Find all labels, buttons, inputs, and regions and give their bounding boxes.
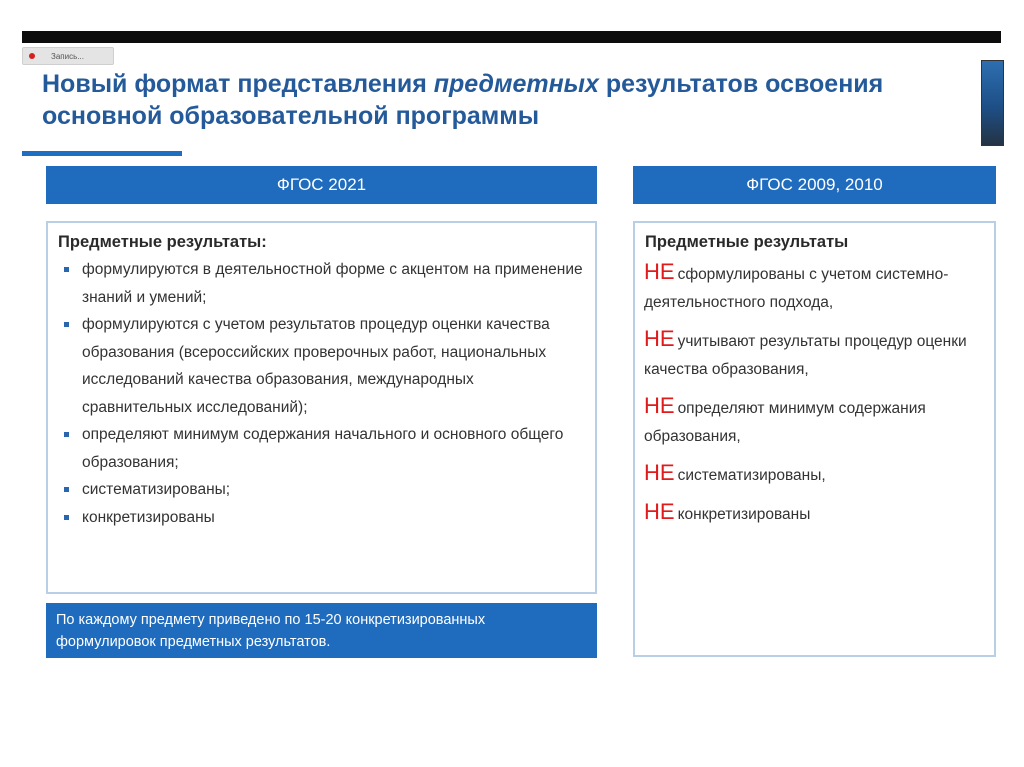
negation-mark: НЕ: [644, 326, 675, 351]
slide-title: [42, 68, 982, 132]
right-panel-header-label: ФГОС 2009, 2010: [746, 175, 883, 194]
slide-title-emphasis: предметных: [433, 70, 599, 98]
presentation-top-bar: [22, 31, 1001, 43]
list-item: конкретизированы: [62, 504, 585, 532]
list-item: формулируются в деятельностной форме с акцентом на применение знаний и умений;: [62, 256, 585, 311]
title-underline: [22, 151, 182, 156]
right-panel-header: [633, 166, 996, 204]
negation-text: систематизированы,: [677, 467, 826, 484]
negation-mark: НЕ: [644, 259, 675, 284]
list-item: [644, 459, 986, 490]
negation-text: конкретизированы: [677, 506, 811, 523]
list-item: [644, 258, 986, 317]
list-item: [644, 498, 986, 529]
list-item: систематизированы;: [62, 476, 585, 504]
list-item: [644, 325, 986, 384]
left-panel-heading: Предметные результаты:: [58, 233, 267, 251]
left-panel-header-label: ФГОС 2021: [276, 175, 367, 194]
left-bullet-list: [48, 256, 595, 531]
list-item: [644, 392, 986, 451]
negation-mark: НЕ: [644, 499, 675, 524]
left-panel-header: [46, 166, 597, 204]
negation-mark: НЕ: [644, 460, 675, 485]
negation-text: учитывают результаты процедур оценки качества образования,: [644, 333, 967, 378]
list-item: формулируются с учетом результатов процедур оценки качества образования (всероссийских проверочных работ, национальных исследований качества образования, международных сравнительных исследований);: [62, 311, 585, 421]
left-panel-content: [46, 221, 597, 594]
recording-label: Запись...: [51, 51, 84, 61]
right-negation-list: [635, 256, 994, 529]
recording-indicator[interactable]: [22, 47, 114, 65]
negation-text: сформулированы с учетом системно-деятельностного подхода,: [644, 266, 949, 311]
participant-video-thumbnail[interactable]: [981, 60, 1004, 146]
right-panel-heading: Предметные результаты: [645, 233, 849, 251]
slide-title-line-2: основной образовательной программы: [42, 102, 540, 130]
record-dot-icon: [29, 53, 35, 59]
list-item: определяют минимум содержания начального и основного общего образования;: [62, 421, 585, 476]
bottom-note-text: По каждому предмету приведено по 15-20 конкретизированных формулировок предметных результатов.: [56, 612, 486, 650]
negation-text: определяют минимум содержания образования,: [644, 400, 926, 445]
left-bottom-note: [46, 603, 597, 658]
slide-title-line-1: Новый формат представления предметных результатов освоения: [42, 70, 884, 98]
negation-mark: НЕ: [644, 393, 675, 418]
right-panel-content: [633, 221, 996, 657]
